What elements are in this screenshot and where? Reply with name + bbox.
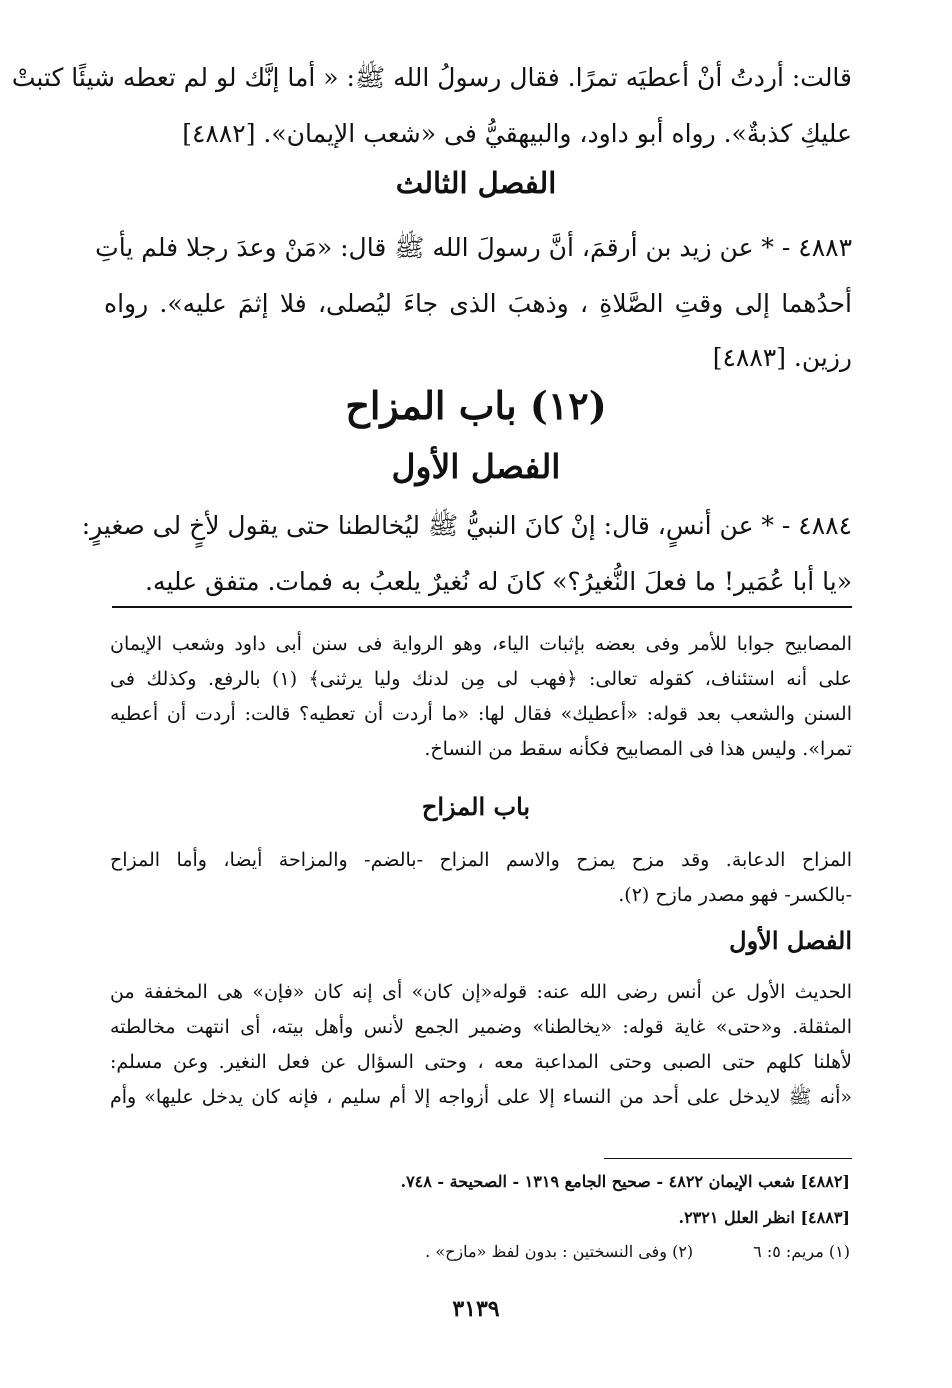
footnote-ref-4882: [٤٨٨٢] شعب الإيمان ٤٨٢٢ - صحيح الجامع ١٣١٩ - الصحيحة - ٧٤٨.	[400, 1172, 850, 1191]
text-line: قالت: أردتُ أنْ أعطيَه تمرًا. فقال رسولُ الله ﷺ: « أما إنَّك لو لم تعطه شيئًا كتبتْ	[11, 63, 852, 92]
commentary-line: على أنه استئناف، كقوله تعالى: ﴿فهب لى مِن لدنك وليا يرثنى﴾ (١) بالرفع. وكذلك فى	[110, 668, 853, 690]
footnote-notes	[425, 1242, 850, 1261]
text-line: أحدُهما إلى وقتِ الصَّلاةِ ، وذهبَ الذى جاءَ ليُصلى، فلا إثمَ عليه». رواه	[104, 289, 852, 318]
commentary-heading-bab: باب المزاح	[421, 792, 531, 821]
commentary-line: لأهلنا كلهم حتى الصبى وحتى المداعبة معه ، وحتى السؤال عن فعل النغير. وعن مسلم:	[110, 1051, 852, 1073]
commentary-line: المثقلة. و«حتى» غاية قوله: «يخالطنا» وضمير الجمع لأنس وأهل بيته، أى انتهت مخالطته	[110, 1016, 852, 1038]
footnote-1: (١) مريم: ٥: ٦	[753, 1242, 850, 1261]
text-line: «يا أبا عُمَير! ما فعلَ النُّغيرُ؟» كانَ له نُغيرٌ يلعبُ به فمات. متفق عليه.	[145, 567, 852, 596]
commentary-line: «أنه ﷺ لايدخل على أحد من النساء إلا على أزواجه إلا أم سليم ، فإنه كان يدخل عليها» وأم	[110, 1086, 852, 1108]
hadith-4883	[95, 220, 852, 384]
commentary-heading-fasl: الفصل الأول	[729, 926, 852, 955]
commentary-paragraph-1	[110, 627, 852, 767]
footnote-divider	[604, 1158, 852, 1159]
hadith-4882-continuation	[11, 50, 852, 162]
footnote-ref-4883: [٤٨٨٣] انظر العلل ٢٣٢١.	[678, 1208, 850, 1227]
section-heading-first: الفصل الأول	[391, 447, 561, 486]
section-heading-third: الفصل الثالث	[395, 166, 557, 200]
text-line: ٤٨٨٣ - * عن زيد بن أرقمَ، أنَّ رسولَ الله ﷺ قال: «مَنْ وعدَ رجلا فلم يأتِ	[95, 233, 852, 262]
chapter-title: (١٢) باب المزاح	[345, 383, 607, 428]
commentary-line: السنن والشعب بعد قوله: «أعطيك» فقال لها: «ما أردت أن تعطيه؟ قالت: أردت أن أعطيه	[110, 703, 852, 725]
text-line: ٤٨٨٤ - * عن أنسٍ، قال: إنْ كانَ النبيُّ ﷺ ليُخالطنا حتى يقول لأخٍ لى صغيرٍ:	[81, 511, 852, 540]
commentary-paragraph-3	[110, 975, 852, 1115]
commentary-line: المزاح الدعابة. وقد مزح يمزح والاسم المزاح -بالضم- والمزاحة أيضا، وأما المزاح	[110, 849, 852, 871]
footnote-2: (٢) وفى النسختين : بدون لفظ «مازح» .	[425, 1242, 694, 1261]
text-line: رزين. [٤٨٨٣]	[712, 343, 852, 372]
hadith-4884	[81, 498, 852, 610]
commentary-line: -بالكسر- فهو مصدر مازح (٢).	[618, 884, 852, 906]
text-divider	[112, 606, 852, 608]
commentary-line: الحديث الأول عن أنس رضى الله عنه: قوله«إن كان» أى إنه كان «فإن» هى المخففة من	[110, 981, 852, 1003]
commentary-line: المصابيح جوابا للأمر وفى بعضه بإثبات الياء، وهو الرواية فى سنن أبى داود وشعب الإيمان	[110, 633, 852, 655]
commentary-line: تمرا». وليس هذا فى المصابيح فكأنه سقط من النساخ.	[424, 738, 852, 760]
text-line: عليكِ كذبةٌ». رواه أبو داود، والبيهقيُّ فى «شعب الإيمان». [٤٨٨٢]	[182, 119, 852, 148]
commentary-paragraph-2	[110, 843, 852, 913]
page-number: ٣١٣٩	[452, 1296, 500, 1322]
